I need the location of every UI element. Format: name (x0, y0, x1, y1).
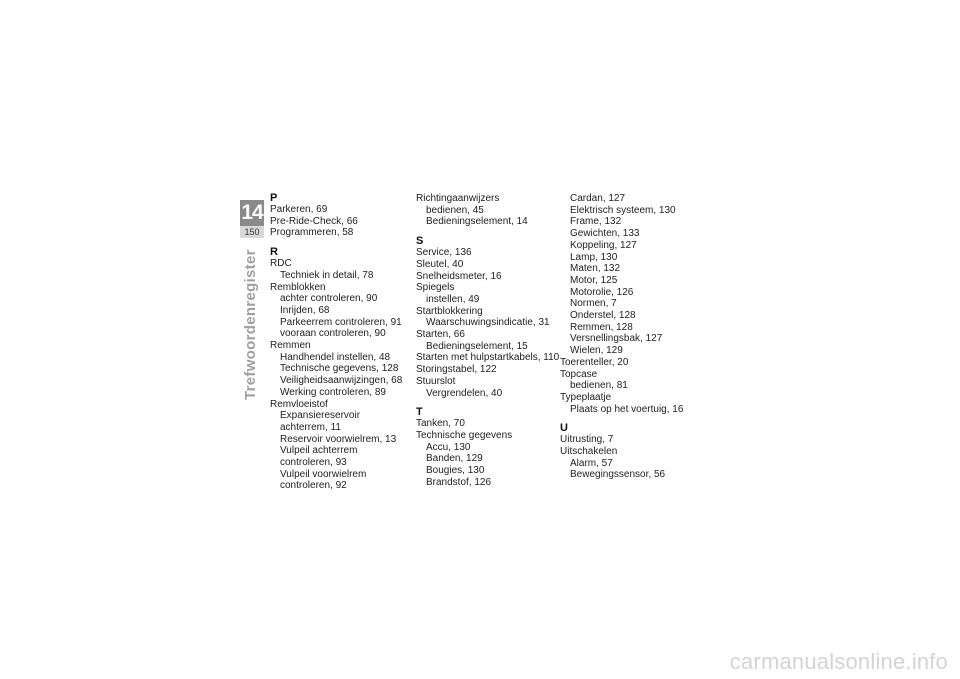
watermark: carmanualsonline.info (729, 649, 948, 674)
index-subentry: Bougies, 130 (426, 465, 485, 477)
index-subentry: Bewegingssensor, 56 (570, 469, 666, 481)
index-subentry: Elektrisch systeem, 130 (570, 204, 676, 216)
index-subentry: Maten, 132 (570, 263, 621, 275)
index-subentry: bedienen, 45 (426, 204, 484, 216)
index-subentry: bedienen, 81 (570, 380, 628, 392)
index-entry: Tanken, 70 (416, 418, 465, 430)
index-subentry: Koppeling, 127 (570, 239, 637, 251)
index-subentry: Versnellingsbak, 127 (570, 333, 663, 345)
index-subentry: Normen, 7 (570, 298, 617, 310)
index-column-1 (270, 193, 418, 492)
index-subentry: Waarschuwingsindicatie, 31 (426, 317, 550, 329)
chapter-tab (240, 200, 264, 238)
section-title: Trefwoordenregister (242, 249, 259, 400)
index-subentry: controleren, 92 (280, 480, 347, 492)
index-entry: Toerenteller, 20 (560, 356, 629, 368)
index-subentry: Bedieningselement, 15 (426, 340, 528, 352)
index-entry: Remblokken (270, 281, 326, 293)
index-subentry: Plaats op het voertuig, 16 (570, 403, 684, 415)
index-letter-heading: T (416, 406, 423, 419)
index-entry: Richtingaanwijzers (416, 193, 500, 204)
page-number: 150 (240, 226, 264, 238)
index-entry: Uitschakelen (560, 446, 618, 458)
index-entry: Service, 136 (416, 247, 472, 259)
index-entry: Starten met hulpstartkabels, 110 (416, 352, 560, 364)
chapter-number: 14 (241, 201, 263, 224)
index-subentry: Gewichten, 133 (570, 228, 640, 240)
index-subentry: Onderstel, 128 (570, 310, 636, 322)
index-subentry: Alarm, 57 (570, 457, 613, 469)
index-subentry: Vergrendelen, 40 (426, 387, 503, 399)
index-letter-heading: U (560, 422, 568, 435)
index-entry: Sleutel, 40 (416, 258, 464, 270)
index-entry: Technische gegevens (416, 429, 513, 441)
index-subentry: Lamp, 130 (570, 251, 618, 263)
index-entry: Spiegels (416, 282, 455, 294)
index-entry: Pre-Ride-Check, 66 (270, 215, 358, 227)
index-subentry: Vulpeil voorwielrem (280, 468, 367, 480)
index-entry: Parkeren, 69 (270, 204, 328, 215)
index-subentry: vooraan controleren, 90 (280, 328, 386, 340)
index-subentry: Bedieningselement, 14 (426, 216, 528, 228)
index-column-2 (416, 193, 564, 488)
index-subentry: Wielen, 129 (570, 345, 623, 357)
index-subentry: Parkeerrem controleren, 91 (280, 316, 402, 328)
index-entry: Remmen (270, 340, 311, 352)
index-subentry: Vulpeil achterrem (280, 445, 358, 457)
index-entry: RDC (270, 258, 292, 270)
index-entry: Starten, 66 (416, 329, 465, 341)
index-subentry: Accu, 130 (426, 441, 471, 453)
index-entry: Remvloeistof (270, 398, 328, 410)
index-subentry: Handhendel instellen, 48 (280, 351, 391, 363)
index-subentry: instellen, 49 (426, 293, 480, 305)
index-subentry: Technische gegevens, 128 (280, 363, 399, 375)
index-entry: Stuurslot (416, 375, 456, 387)
index-entry: Startblokkering (416, 305, 483, 317)
index-subentry: achterrem, 11 (280, 421, 341, 433)
index-subentry: Brandstof, 126 (426, 476, 492, 488)
index-subentry: Frame, 132 (570, 216, 622, 228)
index-subentry: achter controleren, 90 (280, 293, 378, 305)
index-subentry: Banden, 129 (426, 453, 483, 465)
index-subentry: Expansiereservoir (280, 410, 361, 422)
index-subentry: Reservoir voorwielrem, 13 (280, 433, 397, 445)
index-subentry: Veiligheidsaanwijzingen, 68 (280, 375, 403, 387)
index-entry: Storingstabel, 122 (416, 364, 497, 376)
index-subentry: Werking controleren, 89 (280, 386, 386, 398)
index-column-3 (560, 193, 708, 481)
index-letter-heading: S (416, 235, 424, 248)
index-entry: Uitrusting, 7 (560, 434, 614, 446)
index-subentry: Motor, 125 (570, 274, 618, 286)
index-entry: Typeplaatje (560, 391, 612, 403)
index-entry: Topcase (560, 368, 598, 380)
index-letter-heading: P (270, 192, 278, 204)
index-subentry: Cardan, 127 (570, 193, 626, 204)
index-letter-heading: R (270, 246, 278, 259)
index-entry: Snelheidsmeter, 16 (416, 270, 502, 282)
index-entry: Programmeren, 58 (270, 227, 354, 239)
index-subentry: controleren, 93 (280, 457, 347, 469)
index-subentry: Remmen, 128 (570, 321, 633, 333)
index-subentry: Techniek in detail, 78 (280, 269, 374, 281)
index-subentry: Motorolie, 126 (570, 286, 634, 298)
index-subentry: Inrijden, 68 (280, 304, 330, 316)
